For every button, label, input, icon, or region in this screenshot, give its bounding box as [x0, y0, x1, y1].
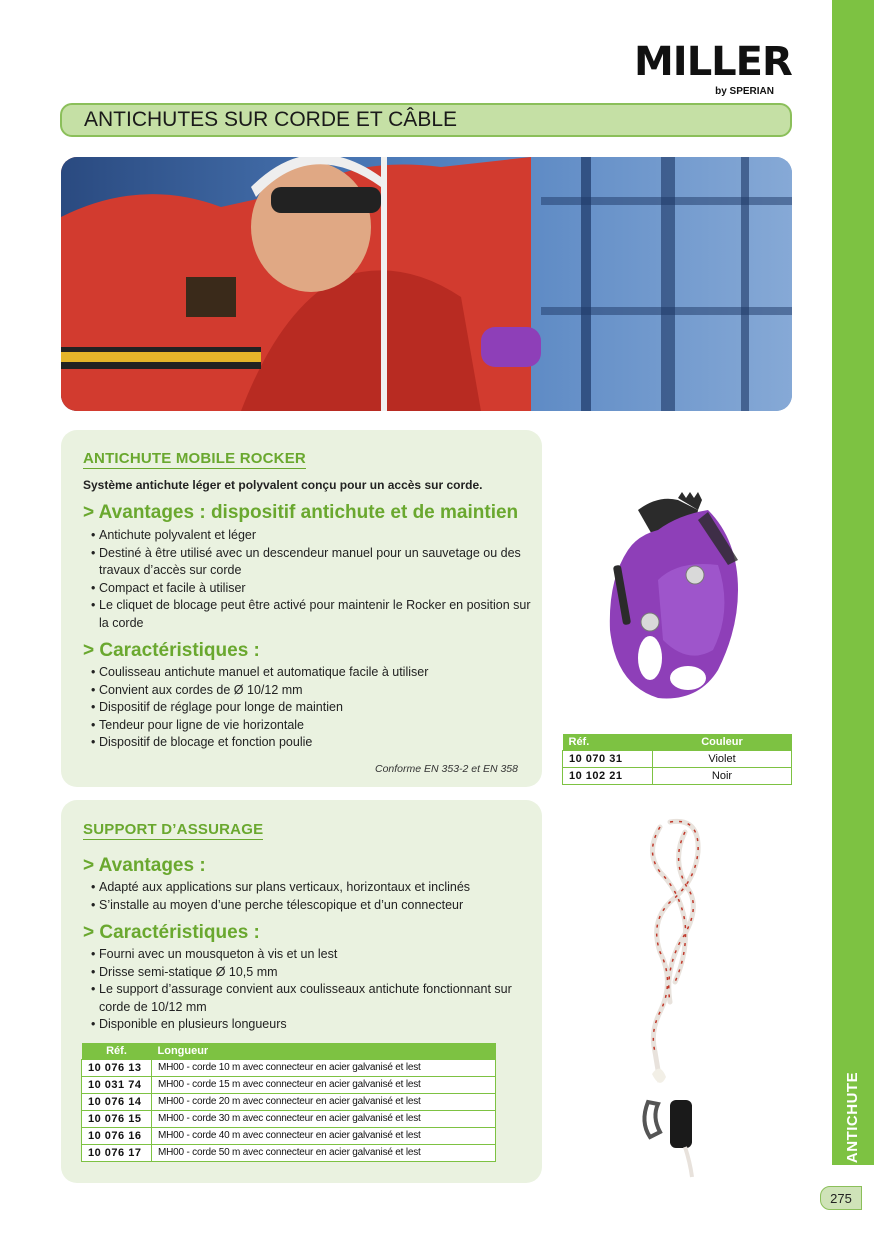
reference-cell: 10 076 17 — [82, 1144, 152, 1161]
reference-cell: 10 076 14 — [82, 1093, 152, 1110]
reference-cell: 10 076 15 — [82, 1110, 152, 1127]
support-advantages-list — [91, 879, 531, 914]
rocker-card — [61, 430, 542, 787]
rocker-reference-table — [562, 734, 792, 785]
table-row — [82, 1127, 496, 1144]
conformity-note: Conforme EN 353-2 et EN 358 — [375, 763, 518, 775]
length-cell: MH00 - corde 15 m avec connecteur en acier galvanisé et lest — [152, 1076, 496, 1093]
list-item: • Coulisseau antichute manuel et automatique facile à utiliser — [91, 664, 531, 682]
color-cell: Noir — [653, 767, 792, 784]
hero-photo — [61, 157, 792, 411]
support-advantages-heading: > Avantages : — [83, 855, 206, 876]
table-row — [82, 1144, 496, 1161]
length-cell: MH00 - corde 10 m avec connecteur en acier galvanisé et lest — [152, 1059, 496, 1076]
hero-illustration — [61, 157, 792, 411]
reference-cell: 10 070 31 — [563, 750, 653, 767]
rocker-features-list — [91, 664, 531, 752]
reference-cell: 10 031 74 — [82, 1076, 152, 1093]
list-item: • Le cliquet de blocage peut être activé pour maintenir le Rocker en position sur la corde — [91, 597, 531, 632]
color-cell: Violet — [653, 750, 792, 767]
reference-cell: 10 076 16 — [82, 1127, 152, 1144]
table-row — [82, 1093, 496, 1110]
table-header-row — [82, 1043, 496, 1059]
list-item: • Disponible en plusieurs longueurs — [91, 1016, 531, 1034]
rocker-features-heading: > Caractéristiques : — [83, 640, 260, 661]
reference-cell: 10 076 13 — [82, 1059, 152, 1076]
page-title-bar — [60, 103, 792, 137]
table-row — [82, 1076, 496, 1093]
column-header: Couleur — [653, 734, 792, 750]
list-item: • S’installe au moyen d’une perche télescopique et d’un connecteur — [91, 897, 531, 915]
rocker-advantages-list — [91, 527, 531, 633]
list-item: • Compact et facile à utiliser — [91, 580, 531, 598]
page-number: 275 — [820, 1186, 862, 1210]
list-item: • Tendeur pour ligne de vie horizontale — [91, 717, 531, 735]
table-row — [563, 750, 792, 767]
length-cell: MH00 - corde 20 m avec connecteur en acier galvanisé et lest — [152, 1093, 496, 1110]
rocker-device-image — [598, 490, 758, 705]
list-item: • Antichute polyvalent et léger — [91, 527, 531, 545]
table-row — [82, 1110, 496, 1127]
list-item: • Dispositif de blocage et fonction poulie — [91, 734, 531, 752]
side-category-label: ANTICHUTE — [844, 1071, 862, 1164]
support-features-heading: > Caractéristiques : — [83, 922, 260, 943]
section-title-rocker: ANTICHUTE MOBILE ROCKER — [83, 450, 306, 467]
brand-logo — [634, 39, 792, 100]
list-item: • Destiné à être utilisé avec un descendeur manuel pour un sauvetage ou des travaux d’accès sur corde — [91, 545, 531, 580]
brand-name: MILLER — [634, 39, 792, 85]
list-item: • Convient aux cordes de Ø 10/12 mm — [91, 682, 531, 700]
reference-cell: 10 102 21 — [563, 767, 653, 784]
list-item: • Adapté aux applications sur plans verticaux, horizontaux et inclinés — [91, 879, 531, 897]
rocker-advantages-heading: > Avantages : dispositif antichute et de maintien — [83, 502, 519, 523]
length-cell: MH00 - corde 30 m avec connecteur en acier galvanisé et lest — [152, 1110, 496, 1127]
section-title-support: SUPPORT D’ASSURAGE — [83, 821, 264, 838]
list-item: • Le support d’assurage convient aux coulisseaux antichute fonctionnant sur corde de 10/12 mm — [91, 981, 531, 1016]
length-cell: MH00 - corde 50 m avec connecteur en acier galvanisé et lest — [152, 1144, 496, 1161]
side-accent-bar — [832, 0, 874, 1165]
support-features-list — [91, 946, 531, 1034]
list-item: • Dispositif de réglage pour longe de maintien — [91, 699, 531, 717]
list-item: • Fourni avec un mousqueton à vis et un lest — [91, 946, 531, 964]
list-item: • Drisse semi-statique Ø 10,5 mm — [91, 964, 531, 982]
table-row — [563, 767, 792, 784]
length-cell: MH00 - corde 40 m avec connecteur en acier galvanisé et lest — [152, 1127, 496, 1144]
rope-product-image — [630, 812, 720, 1180]
column-header: Longueur — [152, 1043, 496, 1059]
column-header: Réf. — [563, 734, 653, 750]
brand-sub: by SPERIAN — [715, 86, 774, 97]
table-header-row — [563, 734, 792, 750]
support-reference-table — [81, 1043, 496, 1162]
column-header: Réf. — [82, 1043, 152, 1059]
page-title: ANTICHUTES SUR CORDE ET CÂBLE — [84, 108, 458, 131]
table-row — [82, 1059, 496, 1076]
rocker-intro: Système antichute léger et polyvalent conçu pour un accès sur corde. — [83, 478, 483, 492]
